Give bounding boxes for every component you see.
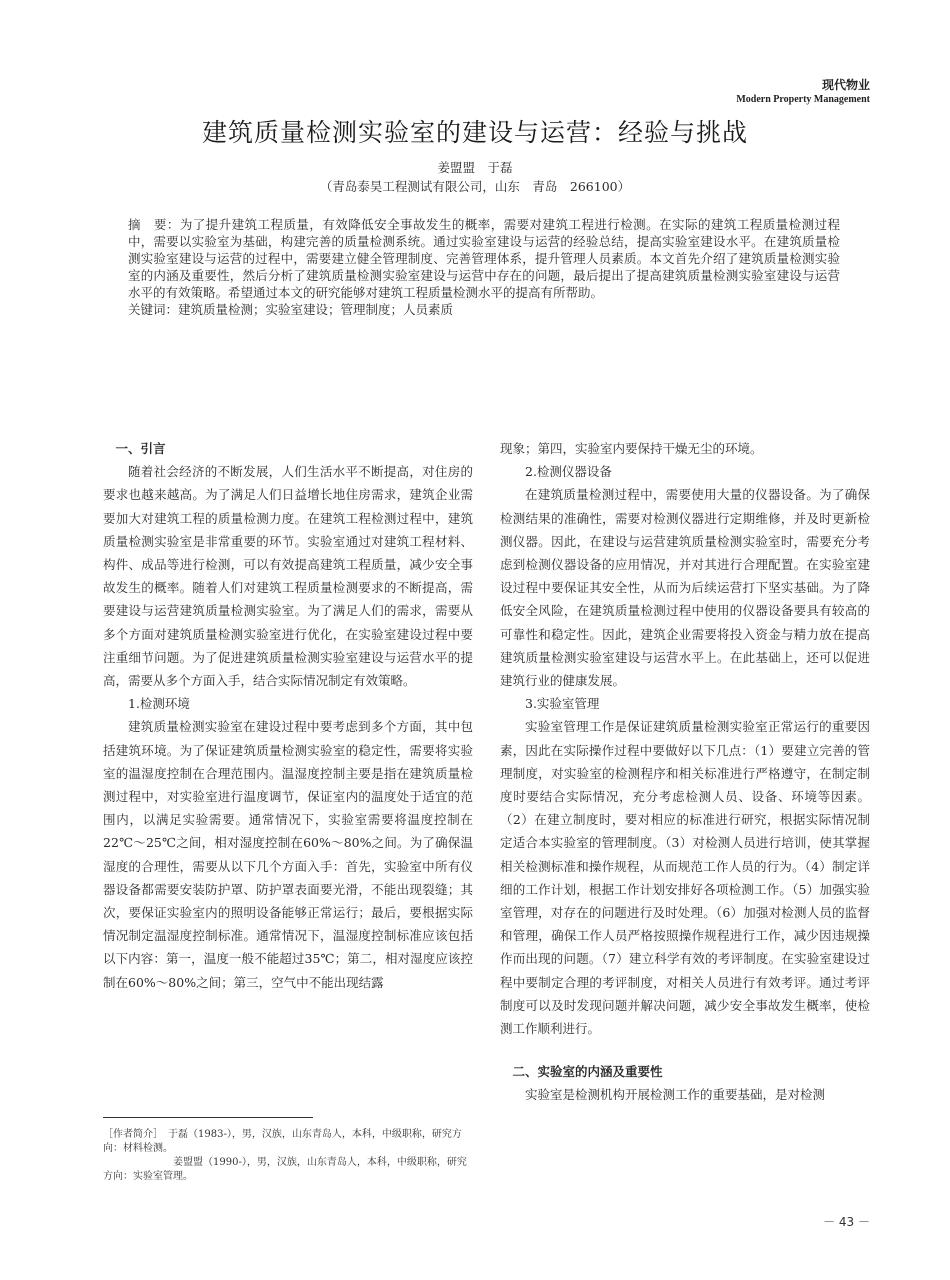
subsection-heading: 3.实验室管理 xyxy=(525,696,600,712)
affiliation: （青岛泰昊工程测试有限公司，山东 青岛 266100） xyxy=(319,179,631,194)
footnote-line: ［作者简介］ 于磊（1983-），男，汉族，山东青岛人，本科，中级职称，研究方向：材料检测。 xyxy=(103,1129,462,1154)
author-footnote xyxy=(103,1128,475,1184)
subsection-heading: 1.检测环境 xyxy=(128,696,190,712)
journal-name-cn: 现代物业 xyxy=(821,78,870,92)
paragraph: 随着社会经济的不断发展，人们生活水平不断提高，对住房的要求也越来越高。为了满足人们日益增长地住房需求，建筑企业需要加大对建筑工程的质量检测力度。在建筑工程检测过程中，建筑质量检测实验室是非常重要的环节。实验室通过对建筑工程材料、构件、成品等进行检测，可以有效提高建筑工程质量，减少安全事故发生的概率。随着人们对建筑工程质量检测要求的不断提高，需要建设与运营建筑质量检测实验室。为了满足人们的需求，需要从多个方面对建筑质量检测实验室进行优化，在实验室建设过程中要注重细节问题。为了促进建筑质量检测实验室建设与运营水平的提高，需要从多个方面入手，结合实际情况制定有效策略。 xyxy=(103,464,473,689)
left-column xyxy=(103,437,473,994)
right-column xyxy=(500,437,870,1107)
keywords: 关键词：建筑质量检测；实验室建设；管理制度；人员素质 xyxy=(128,302,454,317)
abstract-text: 摘 要：为了提升建筑工程质量，有效降低安全事故发生的概率，需要对建筑工程进行检测。在实际的建筑工程质量检测过程中，需要以实验室为基础，构建完善的质量检测系统。通过实验室建设与运营的经验总结，提高实验室建设水平。在建筑质量检测实验室建设与运营的过程中，需要建立健全管理制度、完善管理体系，提升管理人员素质。本文首先介绍了建筑质量检测实验室的内涵及重要性，然后分析了建筑质量检测实验室建设与运营中存在的问题，最后提出了提高建筑质量检测实验室建设与运营水平的有效策略。希望通过本文的研究能够对建筑工程质量检测水平的提高有所帮助。 xyxy=(128,217,840,300)
paragraph: 在建筑质量检测过程中，需要使用大量的仪器设备。为了确保检测结果的准确性，需要对检测仪器进行定期维修，并及时更新检测仪器。因此，在建设与运营建筑质量检测实验室时，需要充分考虑到检测仪器设备的应用情况，并对其进行合理配置。在实验室建设过程中要保证其安全性，从而为后续运营打下坚实基础。为了降低安全风险，在建筑质量检测过程中使用的仪器设备要具有较高的可靠性和稳定性。因此，建筑企业需要将投入资金与精力放在提高建筑质量检测实验室建设与运营水平上。在此基础上，还可以促进建筑行业的健康发展。 xyxy=(500,487,870,689)
footnote-line: 姜盟盟（1990-），男，汉族，山东青岛人，本科，中级职称，研究方向：实验室管理。 xyxy=(103,1157,467,1182)
footnote-divider xyxy=(103,1117,313,1118)
paragraph: 实验室管理工作是保证建筑质量检测实验室正常运行的重要因素，因此在实际操作过程中要做好以下几点：（1）要建立完善的管理制度，对实验室的检测程序和相关标准进行严格遵守，在制定制度时要结合实际情况，充分考虑检测人员、设备、环境等因素。（2）在建立制度时，要对相应的标准进行研究，根据实际情况制定适合本实验室的管理制度。（3）对检测人员进行培训，使其掌握相关检测标准和操作规程，从而规范工作人员的行为。（4）制定详细的工作计划，根据工作计划安排好各项检测工作。（5）加强实验室管理，对存在的问题进行及时处理。（6）加强对检测人员的监督和管理，确保工作人员严格按照操作规程进行工作，减少因违规操作而出现的问题。（7）建立科学有效的考评制度。在实验室建设过程中要制定合理的考评制度，对相关人员进行有效考评。通过考评制度可以及时发现问题并解决问题，减少安全事故发生概率，使检测工作顺利进行。 xyxy=(500,719,870,1037)
authors: 姜盟盟 于磊 xyxy=(437,160,513,175)
section-heading-lab: 二、实验室的内涵及重要性 xyxy=(512,1064,663,1080)
page-number: － 43 － xyxy=(823,1215,870,1229)
abstract xyxy=(128,216,840,318)
paragraph-continued: 现象；第四，实验室内要保持干燥无尘的环境。 xyxy=(500,441,763,456)
journal-header xyxy=(736,78,870,106)
section-heading-intro: 一、引言 xyxy=(115,441,166,456)
subsection-heading: 2.检测仪器设备 xyxy=(525,464,612,480)
paragraph: 实验室是检测机构开展检测工作的重要基础，是对检测 xyxy=(525,1087,826,1103)
paragraph: 建筑质量检测实验室在建设过程中要考虑到多个方面，其中包括建筑环境。为了保证建筑质量检测实验室的稳定性，需要将实验室的温湿度控制在合理范围内。温湿度控制主要是指在建筑质量检测过程中，对实验室进行温度调节，保证室内的温度处于适宜的范围内，以满足实验需要。通常情况下，实验室需要将温度控制在22℃～25℃之间，相对湿度控制在60%～80%之间。为了确保温湿度的合理性，需要从以下几个方面入手：首先，实验室中所有仪器设备都需要安装防护罩、防护罩表面要光滑，不能出现裂缝；其次，要保证实验室内的照明设备能够正常运行；最后，要根据实际情况制定温湿度控制标准。通常情况下，温湿度控制标准应该包括以下内容：第一，温度一般不能超过35℃；第二，相对湿度应该控制在60%～80%之间；第三，空气中不能出现结露 xyxy=(103,719,473,990)
journal-name-en: Modern Property Management xyxy=(736,94,870,105)
paper-title: 建筑质量检测实验室的建设与运营：经验与挑战 xyxy=(201,118,748,147)
